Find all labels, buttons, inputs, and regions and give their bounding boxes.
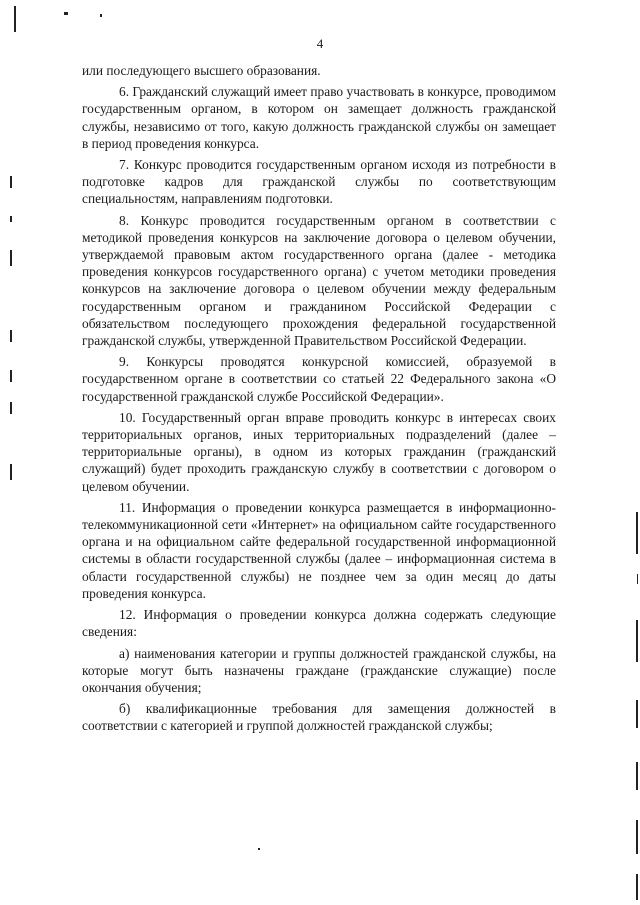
scan-mark-top-dot-2 [100,14,102,17]
scan-mark-left-6 [10,370,12,382]
scan-mark-right-3 [636,620,638,662]
scan-mark-bottom-dot [258,848,260,850]
paragraph-6: 6. Гражданский служащий имеет право участвовать в конкурсе, проводимом государственным органом, в котором он замещает должность гражданской службы, независимо от того, какую должность гражданской службы он замещает в период проведения конкурса. [82,84,556,151]
scan-mark-right-7 [636,874,638,900]
paragraph-continuation: или последующего высшего образования. [82,63,321,78]
paragraph-9: 9. Конкурсы проводятся конкурсной комиссией, образуемой в государственном органе в соответствии со статьей 22 Федерального закона «О государственной гражданской службе Российской Федерации». [82,354,556,404]
scan-mark-right-5 [636,762,638,790]
scan-mark-left-7 [10,402,12,414]
paragraph-11: 11. Информация о проведении конкурса размещается в информационно-телекоммуникационной сети «Интернет» на официальном сайте государственного органа и на официальном сайте федеральной государственной информационной системы в области государственной службы (далее – информационная система в области государственной службы) не позднее чем за один месяц до даты проведения конкурса. [82,499,556,601]
scan-mark-left-2 [10,176,12,188]
paragraph-10: 10. Государственный орган вправе проводить конкурс в интересах своих территориальных органов, иных территориальных подразделений (далее – территориальные органы), в одном из которых гражданин (гражданский служащий) будет проходить гражданскую службу в соответствии с договором о целевом обучении. [82,409,556,494]
paragraph-12: 12. Информация о проведении конкурса должна содержать следующие сведения: [82,607,556,640]
paragraph-7: 7. Конкурс проводится государственным органом исходя из потребности в подготовке кадров для гражданской службы по соответствующим специальностям, направлениям подготовки. [82,157,556,207]
scan-mark-left-1 [14,6,16,32]
scan-mark-right-1 [636,512,638,554]
scan-mark-top-dot [64,12,68,15]
page-number: 4 [316,36,324,51]
scan-mark-right-4 [636,700,638,728]
scan-mark-left-5 [10,330,12,342]
scan-mark-right-6 [636,820,638,854]
scan-mark-left-4 [10,250,12,266]
paragraph-8: 8. Конкурс проводится государственным органом в соответствии с методикой проведения конкурсов на заключение договора о целевом обучении, утверждаемой правовым актом государственного органа (далее - методика проведения конкурсов государственного органа) с учетом методики проведения конкурсов на заключение договора о целевом обучении между федеральным государственным органом и гражданином Российской Федерации с обязательством последующего прохождения федеральной государственной гражданской службы, утвержденной Правительством Российской Федерации. [82,212,556,349]
document-body [82,62,556,739]
subparagraph-a: а) наименования категории и группы должностей гражданской службы, на которые могут быть назначены граждане (гражданские служащие) после окончания обучения; [82,645,556,695]
subparagraph-b: б) квалификационные требования для замещения должностей в соответствии с категорией и группой должностей гражданской службы; [82,701,556,734]
scan-mark-left-8 [10,464,12,480]
scan-mark-left-3 [10,216,12,222]
scan-mark-right-2 [637,574,638,584]
